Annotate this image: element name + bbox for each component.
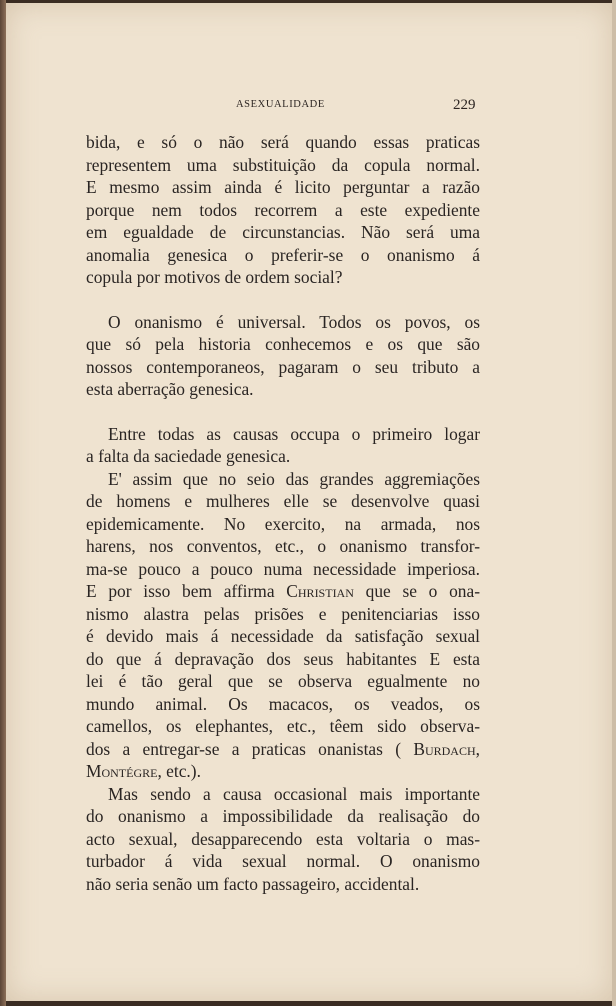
author-name-montegre: Montégre [86,761,158,781]
paragraph-2 [86,311,480,401]
paragraph-gap [86,401,480,423]
body-text [86,131,480,895]
text-fragment: , [475,738,480,759]
text-line: epidemicamente. No exercito, na armada, nos [86,513,480,534]
text-fragment: , etc.). [157,761,201,781]
text-line: do onanismo a impossibilidade da realisação do [86,806,480,826]
book-page [6,3,612,1001]
text-line: mundo animal. Os macacos, os veados, os [86,693,480,714]
text-fragment: que se o ona- [365,581,480,601]
text-line: a falta da saciedade genesica. [86,446,291,466]
text-fragment: dos a entregar-se a praticas onanistas ( [86,738,402,759]
text-line: E mesmo assim ainda é licito perguntar a razão [86,177,480,197]
text-line: é devido mais á necessidade da satisfação sexual [86,626,480,646]
paragraph-1 [86,131,480,289]
text-line: Mas sendo a causa occasional mais importante [108,783,480,804]
running-head [6,99,612,115]
text-line: acto sexual, desapparecendo esta voltaria o mas- [86,828,480,849]
text-line: em egualdade de circunstancias. Não será uma [86,222,480,242]
text-line: turbador á vida sexual normal. O onanismo [86,851,480,871]
text-line: copula por motivos de ordem social? [86,267,343,287]
page-edge [612,0,616,1006]
paragraph-gap [86,289,480,311]
text-line [86,580,480,603]
running-title: ASEXUALIDADE [236,99,325,110]
text-line: O onanismo é universal. Todos os povos, os [108,311,480,332]
text-line: do que á depravação dos seus habitantes E esta [86,648,480,669]
text-line [86,760,480,783]
paragraph-3 [86,423,480,896]
text-line [86,738,480,761]
author-name-burdach: Burdach [413,738,476,759]
text-line: Entre todas as causas occupa o primeiro logar [108,423,480,444]
text-fragment: E por isso bem affirma [86,581,275,601]
text-line: bida, e só o não será quando essas praticas [86,132,480,152]
text-line: anomalia genesica o preferir-se o onanismo á [86,244,480,265]
text-line: não seria senão um facto passageiro, accidental. [86,873,420,894]
text-line: de homens e mulheres elle se desenvolve quasi [86,491,480,511]
text-line: esta aberração genesica. [86,379,254,399]
page-number: 229 [453,97,476,113]
text-line: porque nem todos recorrem a este expediente [86,199,480,220]
author-name-christian: Christian [286,581,354,601]
text-line: lei é tão geral que se observa egualmente no [86,671,480,691]
text-line: representem uma substituição da copula normal. [86,154,480,175]
text-line: E' assim que no seio das grandes aggremiações [108,468,480,489]
text-line: que só pela historia conhecemos e os que são [86,334,480,354]
text-line: nismo alastra pelas prisões e penitenciarias isso [86,603,480,624]
text-line: harens, nos conventos, etc., o onanismo transfor- [86,536,480,556]
text-line: camellos, os elephantes, etc., têem sido observa- [86,716,480,736]
text-line: ma-se pouco a pouco numa necessidade imperiosa. [86,558,480,579]
text-line: nossos contemporaneos, pagaram o seu tributo a [86,356,480,377]
